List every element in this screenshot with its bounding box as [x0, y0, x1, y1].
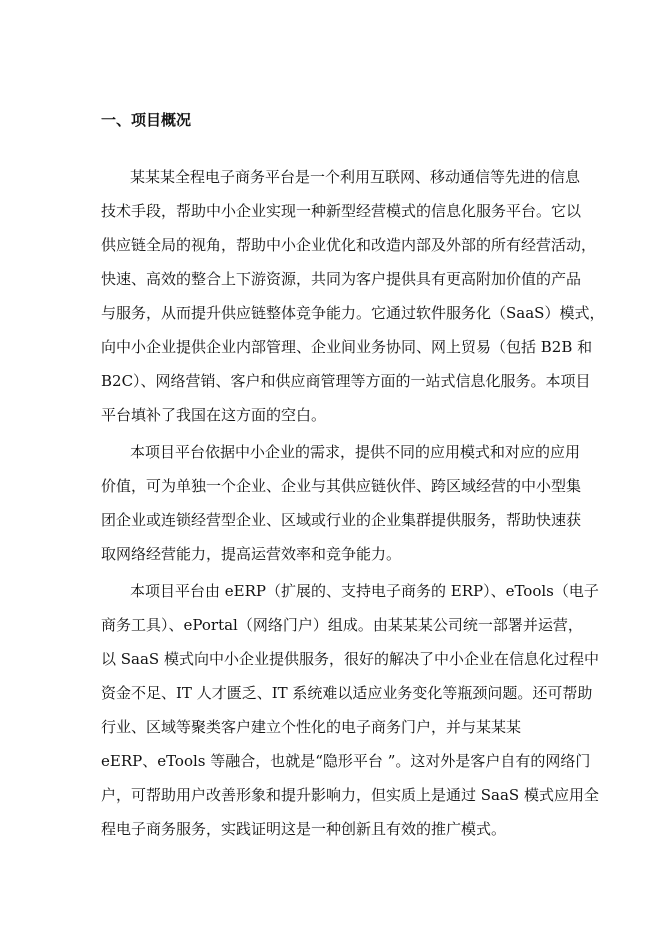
paragraph-line: 向中小企业提供企业内部管理、企业间业务协同、网上贸易（包括 B2B 和 [101, 338, 593, 356]
paragraph-line: 团企业或连锁经营型企业、区域或行业的企业集群提供服务，帮助快速获 [101, 511, 582, 529]
paragraph-line: 价值，可为单独一个企业、企业与其供应链伙伴、跨区域经营的中小型集 [101, 477, 582, 495]
paragraph-line: 供应链全局的视角，帮助中小企业优化和改造内部及外部的所有经营活动， [101, 236, 597, 254]
paragraph-line: 程电子商务服务，实践证明这是一种创新且有效的推广模式。 [101, 820, 507, 838]
paragraph-line: 本项目平台由 eERP（扩展的、支持电子商务的 ERP）、eTools（电子 [130, 582, 599, 600]
paragraph-line: 取网络经营能力，提高运营效率和竞争能力。 [101, 545, 402, 563]
paragraph-line: 快速、高效的整合上下游资源，共同为客户提供具有更高附加价值的产品 [101, 270, 582, 288]
paragraph-line: 技术手段，帮助中小企业实现一种新型经营模式的信息化服务平台。它以 [101, 202, 582, 220]
paragraph-line: 平台填补了我国在这方面的空白。 [101, 406, 327, 424]
paragraph-line: B2C）、网络营销、客户和供应商管理等方面的一站式信息化服务。本项目 [101, 372, 591, 390]
paragraph-line: 以 SaaS 模式向中小企业提供服务，很好的解决了中小企业在信息化过程中 [101, 650, 599, 668]
paragraph-line: 资金不足、IT 人才匮乏、IT 系统难以适应业务变化等瓶颈问题。还可帮助 [101, 684, 593, 702]
paragraph-line: 户，可帮助用户改善形象和提升影响力，但实质上是通过 SaaS 模式应用全 [101, 786, 599, 804]
paragraph-line: 商务工具）、ePortal（网络门户）组成。由某某某公司统一部署并运营， [101, 616, 583, 634]
paragraph-line: eERP、eTools 等融合，也就是“隐形平台 ”。这对外是客户自有的网络门 [101, 752, 591, 770]
paragraph-line: 与服务，从而提升供应链整体竞争能力。它通过软件服务化（SaaS）模式， [101, 304, 605, 322]
section-title: 一、项目概况 [101, 111, 192, 129]
paragraph-line: 本项目平台依据中小企业的需求，提供不同的应用模式和对应的应用 [130, 443, 581, 461]
paragraph-line: 行业、区域等聚类客户建立个性化的电子商务门户，并与某某某 [101, 718, 522, 736]
paragraph-line: 某某某全程电子商务平台是一个利用互联网、移动通信等先进的信息 [130, 168, 581, 186]
